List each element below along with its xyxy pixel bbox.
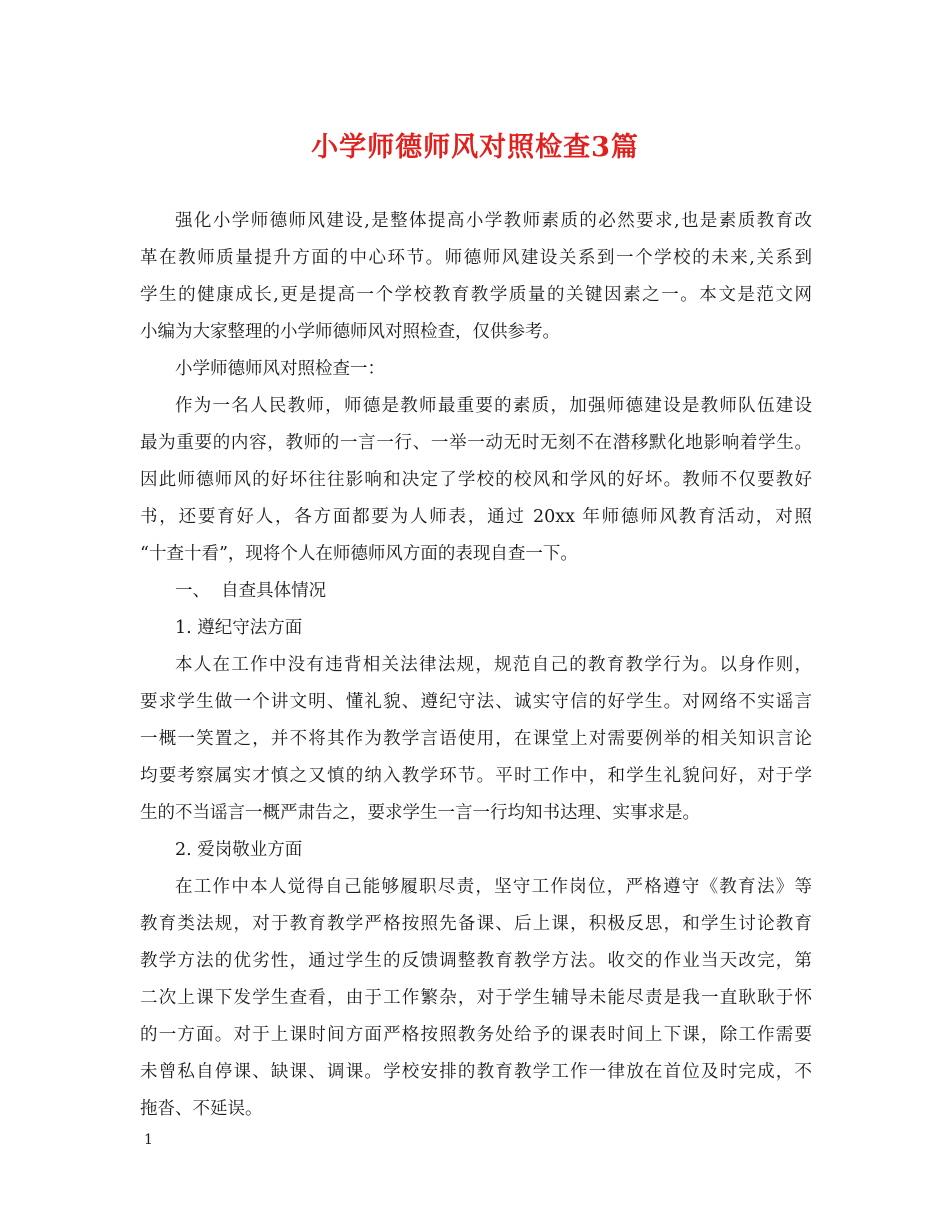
text-line: 1. 遵纪守法方面 [175, 618, 303, 638]
text-line: 革在教师质量提升方面的中心环节。师德师风建设关系到一个学校的未来,关系到 [140, 248, 812, 268]
text-line: 在工作中本人觉得自己能够履职尽责，坚守工作岗位，严格遵守《教育法》等 [175, 877, 812, 897]
text-line: 教学方法的优劣性，通过学生的反馈调整教育教学方法。收交的作业当天改完，第 [140, 951, 812, 971]
section-heading [140, 573, 812, 610]
document-body [140, 203, 812, 1128]
subsection-heading [140, 610, 812, 647]
text-line: 学生的健康成长,更是提高一个学校教育教学质量的关键因素之一。本文是范文网 [140, 285, 812, 305]
text-line: 的一方面。对于上课时间方面严格按照教务处给予的课表时间上下课，除工作需要 [140, 1025, 812, 1045]
text-line: 生的不当谣言一概严肃告之，要求学生一言一行均知书达理、实事求是。 [140, 803, 700, 823]
body-paragraph [140, 869, 812, 1128]
text-line: 书，还要育好人，各方面都要为人师表，通过 20xx 年师德师风教育活动，对照 [140, 507, 812, 527]
text-line: 作为一名人民教师，师德是教师最重要的素质，加强师德建设是教师队伍建设 [175, 396, 812, 416]
body-paragraph [140, 388, 812, 573]
text-line: 本人在工作中没有违背相关法律法规，规范自己的教育教学行为。以身作则， [175, 655, 812, 675]
text-line: 要求学生做一个讲文明、懂礼貌、遵纪守法、诚实守信的好学生。对网络不实谣言 [140, 692, 812, 712]
body-paragraph [140, 647, 812, 832]
section-heading [140, 351, 812, 388]
text-line: 因此师德师风的好坏往往影响和决定了学校的校风和学风的好坏。教师不仅要教好 [140, 470, 812, 490]
text-line: 小编为大家整理的小学师德师风对照检查，仅供参考。 [140, 322, 560, 342]
intro-paragraph [140, 203, 812, 351]
text-line: 均要考察属实才慎之又慎的纳入教学环节。平时工作中，和学生礼貌问好，对于学 [140, 766, 812, 786]
text-line: “十查十看”，现将个人在师德师风方面的表现自查一下。 [140, 544, 578, 564]
subsection-heading [140, 832, 812, 869]
text-line: 一、 自查具体情况 [175, 581, 327, 601]
page-number: 1 [144, 1132, 153, 1148]
text-line: 拖沓、不延误。 [140, 1099, 263, 1119]
text-line: 强化小学师德师风建设,是整体提高小学教师素质的必然要求,也是素质教育改 [175, 211, 812, 231]
text-line: 小学师德师风对照检查一： [175, 359, 385, 379]
text-line: 未曾私自停课、缺课、调课。学校安排的教育教学工作一律放在首位及时完成，不 [140, 1062, 812, 1082]
text-line: 最为重要的内容，教师的一言一行、一举一动无时无刻不在潜移默化地影响着学生。 [140, 433, 812, 453]
document-title: 小学师德师风对照检查3篇 [311, 132, 639, 163]
text-line: 一概一笑置之，并不将其作为教学言语使用，在课堂上对需要例举的相关知识言论 [140, 729, 812, 749]
text-line: 教育类法规，对于教育教学严格按照先备课、后上课，积极反思，和学生讨论教育 [140, 914, 812, 934]
text-line: 二次上课下发学生查看，由于工作繁杂，对于学生辅导未能尽责是我一直耿耿于怀 [140, 988, 812, 1008]
text-line: 2. 爱岗敬业方面 [175, 840, 303, 860]
